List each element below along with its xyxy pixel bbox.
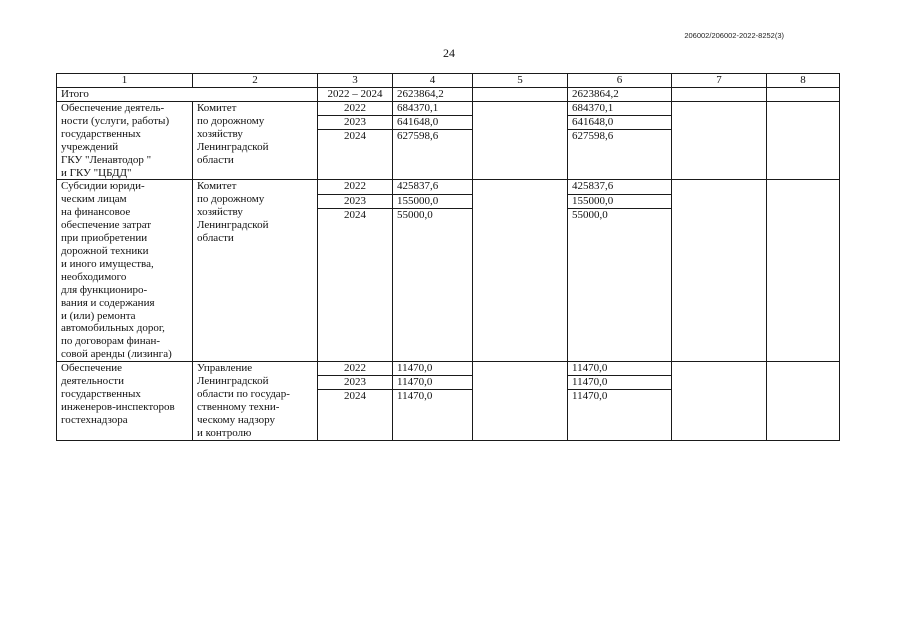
value-col4: 11470,0 [393,390,473,440]
year-cell: 2022 [318,362,393,376]
value-col6: 11470,0 [568,390,672,440]
value-col6: 55000,0 [568,208,672,361]
value-col6: 11470,0 [568,376,672,390]
executor-cell: Управление Ленинградской области по государ- ственному техни- ческому надзору и контролю [193,362,318,440]
value-col4: 641648,0 [393,116,473,130]
year-cell: 2023 [318,376,393,390]
value-col4: 155000,0 [393,194,473,208]
executor-cell: Комитет по дорожному хозяйству Ленинградской области [193,180,318,362]
value-col6: 627598,6 [568,130,672,180]
value-col6: 155000,0 [568,194,672,208]
empty-cell [672,180,767,362]
empty-cell [473,102,568,180]
header-cell: 3 [318,74,393,88]
table-row [57,362,840,376]
header-row [57,74,840,88]
year-cell: 2022 [318,102,393,116]
empty-cell [672,362,767,440]
year-cell: 2024 [318,130,393,180]
empty-cell [767,180,840,362]
value-col6: 11470,0 [568,362,672,376]
document-id: 206002/206002-2022-8252(3) [684,31,784,40]
value-col6: 684370,1 [568,102,672,116]
header-cell: 2 [193,74,318,88]
total-col6: 2623864,2 [568,88,672,102]
total-col4: 2623864,2 [393,88,473,102]
budget-table [56,73,840,441]
value-col4: 684370,1 [393,102,473,116]
year-cell: 2023 [318,194,393,208]
table-row [57,180,840,194]
value-col6: 641648,0 [568,116,672,130]
table-row [57,102,840,116]
year-cell: 2024 [318,390,393,440]
year-cell: 2024 [318,208,393,361]
year-cell: 2023 [318,116,393,130]
total-label: Итого [57,88,318,102]
empty-cell [767,88,840,102]
header-cell: 7 [672,74,767,88]
total-period: 2022 – 2024 [318,88,393,102]
empty-cell [473,88,568,102]
value-col4: 55000,0 [393,208,473,361]
empty-cell [473,362,568,440]
header-cell: 1 [57,74,193,88]
header-cell: 4 [393,74,473,88]
empty-cell [672,102,767,180]
empty-cell [672,88,767,102]
executor-cell: Комитет по дорожному хозяйству Ленинградской области [193,102,318,180]
value-col4: 627598,6 [393,130,473,180]
page-number: 24 [443,46,455,60]
activity-cell: Субсидии юриди- ческим лицам на финансовое обеспечение затрат при приобретении дорожной техники и иного имущества, необходимого для функциониро- вания и содержания и (или) ремонта автомобильных дорог, по договорам финан- совой аренды (лизинга) [57,180,193,362]
year-cell: 2022 [318,180,393,194]
value-col4: 11470,0 [393,376,473,390]
empty-cell [767,102,840,180]
activity-cell: Обеспечение деятель- ности (услуги, работы) государственных учреждений ГКУ "Ленавтодор " и ГКУ "ЦБДД" [57,102,193,180]
empty-cell [473,180,568,362]
value-col6: 425837,6 [568,180,672,194]
header-cell: 8 [767,74,840,88]
activity-cell: Обеспечение деятельности государственных инженеров-инспекторов гостехнадзора [57,362,193,440]
value-col4: 11470,0 [393,362,473,376]
value-col4: 425837,6 [393,180,473,194]
header-cell: 6 [568,74,672,88]
header-cell: 5 [473,74,568,88]
empty-cell [767,362,840,440]
total-row [57,88,840,102]
